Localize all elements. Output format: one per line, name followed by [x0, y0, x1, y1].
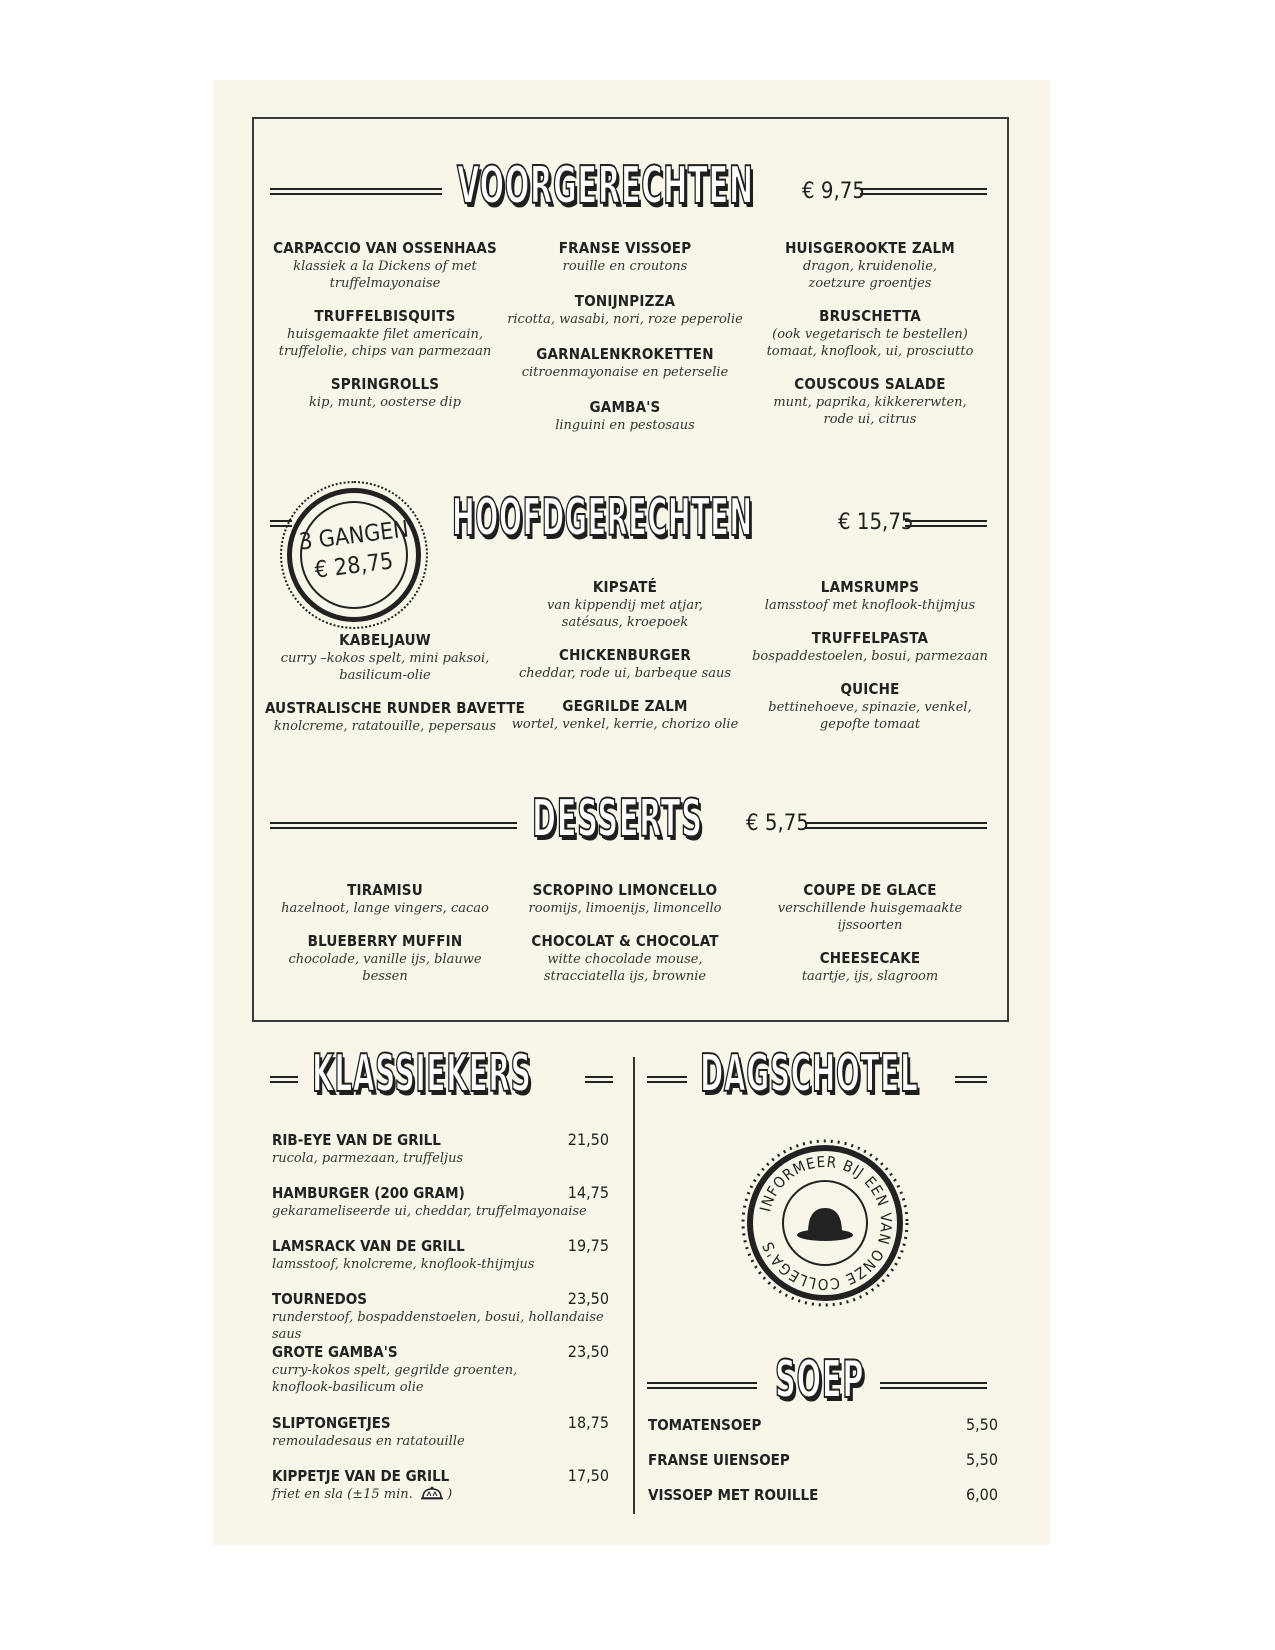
dish-name: BLUEBERRY MUFFIN — [307, 932, 463, 950]
list-item — [272, 1466, 609, 1511]
dish-description: roomijs, limoenijs, limoncello — [528, 901, 722, 916]
price-desserts: € 5,75 — [746, 811, 809, 836]
item-price: 19,75 — [567, 1236, 609, 1255]
dish — [750, 880, 990, 934]
dish — [505, 397, 745, 434]
dish — [505, 238, 745, 275]
item-description: remouladesaus en ratatouille — [272, 1434, 465, 1449]
list-item — [272, 1236, 609, 1289]
dish-name: SPRINGROLLS — [330, 375, 440, 393]
list-item — [648, 1485, 998, 1520]
item-price: 17,50 — [567, 1466, 609, 1485]
dish-name: CARPACCIO VAN OSSENHAAS — [273, 239, 497, 257]
item-name: TOURNEDOS — [272, 1290, 367, 1308]
dish-description: munt, paprika, kikkererwten, rode ui, citrus — [773, 395, 967, 427]
dish — [265, 880, 505, 917]
rule-right — [585, 1076, 613, 1083]
dish — [505, 931, 745, 985]
column-divider — [633, 1057, 635, 1514]
item-name: FRANSE UIENSOEP — [648, 1451, 790, 1469]
item-name: VISSOEP MET ROUILLE — [648, 1486, 819, 1504]
dish-description: (ook vegetarisch te bestellen) tomaat, knoflook, ui, prosciutto — [766, 327, 974, 359]
item-name: SLIPTONGETJES — [272, 1414, 391, 1432]
item-description — [272, 1486, 609, 1505]
cloche-icon — [421, 1486, 443, 1505]
dish — [265, 698, 526, 735]
dish-name: LAMSRUMPS — [820, 578, 920, 596]
voorgerechten-column-3 — [750, 238, 990, 442]
rule-left — [270, 1076, 298, 1083]
dish-description: hazelnoot, lange vingers, cacao — [281, 901, 489, 916]
dish-description: rouille en croutons — [562, 259, 688, 274]
list-item — [272, 1342, 609, 1413]
dish-description: wortel, venkel, kerrie, chorizo olie — [511, 717, 739, 732]
dish-name: GARNALENKROKETTEN — [536, 345, 714, 363]
item-name: HAMBURGER (200 GRAM) — [272, 1184, 465, 1202]
dish-name: GEGRILDE ZALM — [562, 697, 688, 715]
dish-description: verschillende huisgemaakte ijssoorten — [777, 901, 963, 933]
item-name: TOMATENSOEP — [648, 1416, 762, 1434]
badge-line-1: 3 GANGEN — [297, 516, 411, 556]
dish-name: AUSTRALISCHE RUNDER BAVETTE — [265, 699, 526, 717]
dish-name: TIRAMISU — [347, 881, 423, 899]
dish — [750, 948, 990, 985]
dish-description: witte chocolade mouse, stracciatella ijs, brownie — [543, 952, 707, 984]
item-description: lamsstoof, knolcreme, knoflook-thijmjus — [272, 1257, 535, 1272]
desserts-column-3 — [750, 880, 990, 999]
dish-name: KIPSATÉ — [592, 578, 658, 596]
dish — [750, 238, 990, 292]
dish-description: cheddar, rode ui, barbeque saus — [518, 666, 732, 681]
section-title-dagschotel: DAGSCHOTEL — [700, 1044, 919, 1104]
list-item — [272, 1183, 609, 1236]
dish-description: lamsstoof met knoflook-thijmjus — [764, 598, 976, 613]
dish — [750, 679, 990, 733]
list-item — [648, 1450, 998, 1485]
list-item — [272, 1413, 609, 1466]
section-title-soep: SOEP — [775, 1350, 865, 1410]
dish-description: ricotta, wasabi, nori, roze peperolie — [507, 312, 743, 327]
section-title-klassiekers: KLASSIEKERS — [312, 1044, 532, 1104]
dish — [505, 344, 745, 381]
item-price: 5,50 — [965, 1415, 998, 1434]
rule-left — [270, 188, 442, 195]
dish — [265, 306, 505, 360]
rule-right — [905, 520, 987, 527]
dish-description: chocolade, vanille ijs, blauwe bessen — [288, 952, 482, 984]
dish-name: HUISGEROOKTE ZALM — [785, 239, 955, 257]
item-price: 5,50 — [965, 1450, 998, 1469]
dish — [505, 291, 745, 328]
dish-description: curry –kokos spelt, mini paksoi, basilicum-olie — [280, 651, 490, 683]
hoofdgerechten-column-1 — [265, 630, 526, 749]
voorgerechten-column-2 — [505, 238, 745, 448]
dagschotel-stamp — [740, 1138, 910, 1308]
voorgerechten-column-1 — [265, 238, 505, 425]
dish — [750, 628, 990, 665]
dish-name: CHOCOLAT & CHOCOLAT — [531, 932, 719, 950]
dish-name: BRUSCHETTA — [819, 307, 921, 325]
item-description-close: ) — [447, 1487, 453, 1502]
dish — [265, 238, 505, 292]
dish-description: dragon, kruidenolie, zoetzure groentjes — [802, 259, 938, 291]
dish-description: bospaddestoelen, bosui, parmezaan — [752, 649, 988, 664]
item-description: curry-kokos spelt, gegrilde groenten, knoflook-basilicum olie — [272, 1363, 518, 1395]
dish — [750, 306, 990, 360]
dish — [265, 374, 505, 411]
rule-right — [805, 822, 987, 829]
price-voorgerechten: € 9,75 — [802, 179, 865, 204]
dish-description: citroenmayonaise en peterselie — [521, 365, 729, 380]
list-item — [648, 1415, 998, 1450]
hoofdgerechten-column-2 — [505, 577, 745, 747]
dish-description: van kippendij met atjar, satésaus, kroepoek — [546, 598, 704, 630]
rule-left — [647, 1382, 757, 1389]
dish-description: linguini en pestosaus — [555, 418, 695, 433]
desserts-column-1 — [265, 880, 505, 999]
dish-name: FRANSE VISSOEP — [558, 239, 692, 257]
rule-right — [860, 188, 987, 195]
dish — [505, 696, 745, 733]
dish-description: kip, munt, oosterse dip — [309, 395, 461, 410]
dish-name: TRUFFELPASTA — [811, 629, 929, 647]
section-title-hoofdgerechten: HOOFDGERECHTEN — [452, 488, 753, 548]
rule-left — [270, 822, 517, 829]
item-name: LAMSRACK VAN DE GRILL — [272, 1237, 465, 1255]
dish-name: COUSCOUS SALADE — [794, 375, 946, 393]
dish-description: huisgemaakte filet americain, truffelolie, chips van parmezaan — [278, 327, 492, 359]
dish-name: TONIJNPIZZA — [574, 292, 676, 310]
dish — [265, 630, 505, 684]
item-name: KIPPETJE VAN DE GRILL — [272, 1467, 450, 1485]
item-description: rucola, parmezaan, truffeljus — [272, 1151, 464, 1166]
item-description: runderstoof, bospaddenstoelen, bosui, hollandaise saus — [272, 1310, 604, 1342]
dish-name: COUPE DE GLACE — [803, 881, 937, 899]
dish — [265, 931, 505, 985]
section-title-desserts: DESSERTS — [532, 789, 703, 849]
item-name: RIB-EYE VAN DE GRILL — [272, 1131, 441, 1149]
dish-name: CHICKENBURGER — [558, 646, 691, 664]
list-item — [272, 1130, 609, 1183]
item-price: 21,50 — [567, 1130, 609, 1149]
dish-description: klassiek a la Dickens of met truffelmayonaise — [293, 259, 477, 291]
item-description-text: friet en sla (±15 min. — [272, 1487, 413, 1502]
item-price: 23,50 — [567, 1289, 609, 1308]
soep-list — [648, 1415, 998, 1520]
klassiekers-list — [272, 1130, 609, 1511]
hoofdgerechten-column-3 — [750, 577, 990, 747]
dish — [750, 374, 990, 428]
dish-name: GAMBA'S — [589, 398, 661, 416]
stamp-ring-text: INFORMEER BIJ EEN VAN ONZE COLLEGA'S — [756, 1152, 896, 1294]
dish-name: QUICHE — [840, 680, 900, 698]
dish-description: knolcreme, ratatouille, pepersaus — [273, 719, 497, 734]
stamp-graphic — [740, 1138, 910, 1308]
three-courses-badge — [287, 488, 421, 622]
price-hoofdgerechten: € 15,75 — [838, 510, 914, 535]
item-price: 18,75 — [567, 1413, 609, 1432]
item-price: 6,00 — [965, 1485, 998, 1504]
item-name: GROTE GAMBA'S — [272, 1343, 398, 1361]
section-title-voorgerechten: VOORGERECHTEN — [457, 156, 754, 216]
rule-right — [880, 1382, 987, 1389]
dish-name: CHEESECAKE — [819, 949, 921, 967]
dish-name: KABELJAUW — [339, 631, 431, 649]
badge-line-2: € 28,75 — [313, 548, 395, 584]
list-item — [272, 1289, 609, 1342]
item-price: 23,50 — [567, 1342, 609, 1361]
dish — [750, 577, 990, 614]
item-description: gekarameliseerde ui, cheddar, truffelmayonaise — [272, 1204, 587, 1219]
desserts-column-2 — [505, 880, 745, 999]
dish — [505, 577, 745, 631]
item-price: 14,75 — [567, 1183, 609, 1202]
rule-right — [955, 1076, 987, 1083]
dish-name: SCROPINO LIMONCELLO — [532, 881, 718, 899]
dish — [505, 645, 745, 682]
dish-name: TRUFFELBISQUITS — [314, 307, 456, 325]
dish-description: bettinehoeve, spinazie, venkel, gepofte tomaat — [768, 700, 972, 732]
rule-left — [647, 1076, 687, 1083]
dish-description: taartje, ijs, slagroom — [801, 969, 939, 984]
dish — [505, 880, 745, 917]
